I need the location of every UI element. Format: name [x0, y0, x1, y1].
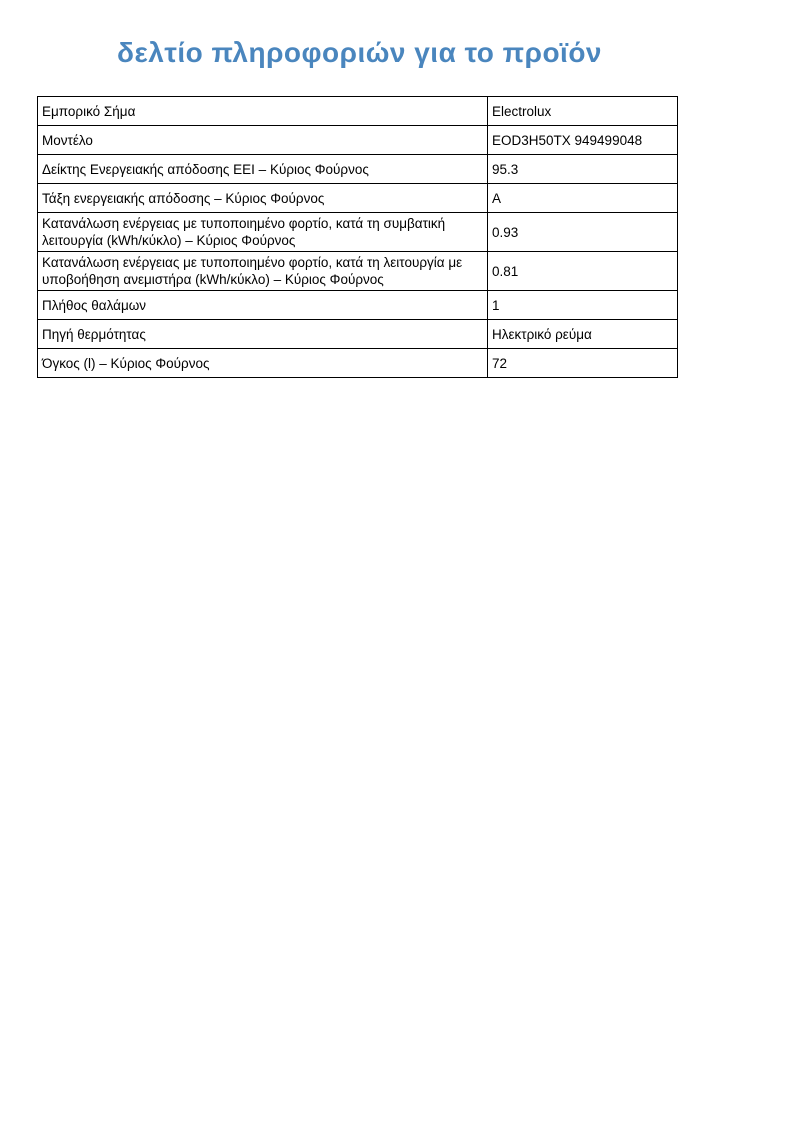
page-title: δελτίο πληροφοριών για το προϊόν [117, 37, 602, 68]
spec-label: Μοντέλο [38, 126, 488, 155]
spec-label: Κατανάλωση ενέργειας με τυποποιημένο φορτίο, κατά τη συμβατική λειτουργία (kWh/κύκλο) – Κύριος Φούρνος [38, 213, 488, 252]
spec-value: Electrolux [488, 97, 678, 126]
table-row [38, 97, 678, 126]
spec-value: A [488, 184, 678, 213]
table-body [38, 97, 678, 378]
spec-label: Πλήθος θαλάμων [38, 291, 488, 320]
spec-value: EOD3H50TX 949499048 [488, 126, 678, 155]
table-row [38, 252, 678, 291]
table-row [38, 320, 678, 349]
table-row [38, 291, 678, 320]
spec-label: Δείκτης Ενεργειακής απόδοσης EEI – Κύριος Φούρνος [38, 155, 488, 184]
spec-value: 72 [488, 349, 678, 378]
table-row [38, 155, 678, 184]
table-row [38, 184, 678, 213]
spec-label: Πηγή θερμότητας [38, 320, 488, 349]
table-row [38, 349, 678, 378]
spec-value: 0.81 [488, 252, 678, 291]
spec-label: Κατανάλωση ενέργειας με τυποποιημένο φορτίο, κατά τη λειτουργία με υποβοήθηση ανεμιστήρα (kWh/κύκλο) – Κύριος Φούρνος [38, 252, 488, 291]
spec-value: 0.93 [488, 213, 678, 252]
spec-label: Όγκος (l) – Κύριος Φούρνος [38, 349, 488, 378]
spec-label: Τάξη ενεργειακής απόδοσης – Κύριος Φούρνος [38, 184, 488, 213]
table-row [38, 126, 678, 155]
table-row [38, 213, 678, 252]
spec-value: 95.3 [488, 155, 678, 184]
spec-value: 1 [488, 291, 678, 320]
spec-label: Εμπορικό Σήμα [38, 97, 488, 126]
product-info-table [37, 96, 678, 378]
spec-value: Ηλεκτρικό ρεύμα [488, 320, 678, 349]
